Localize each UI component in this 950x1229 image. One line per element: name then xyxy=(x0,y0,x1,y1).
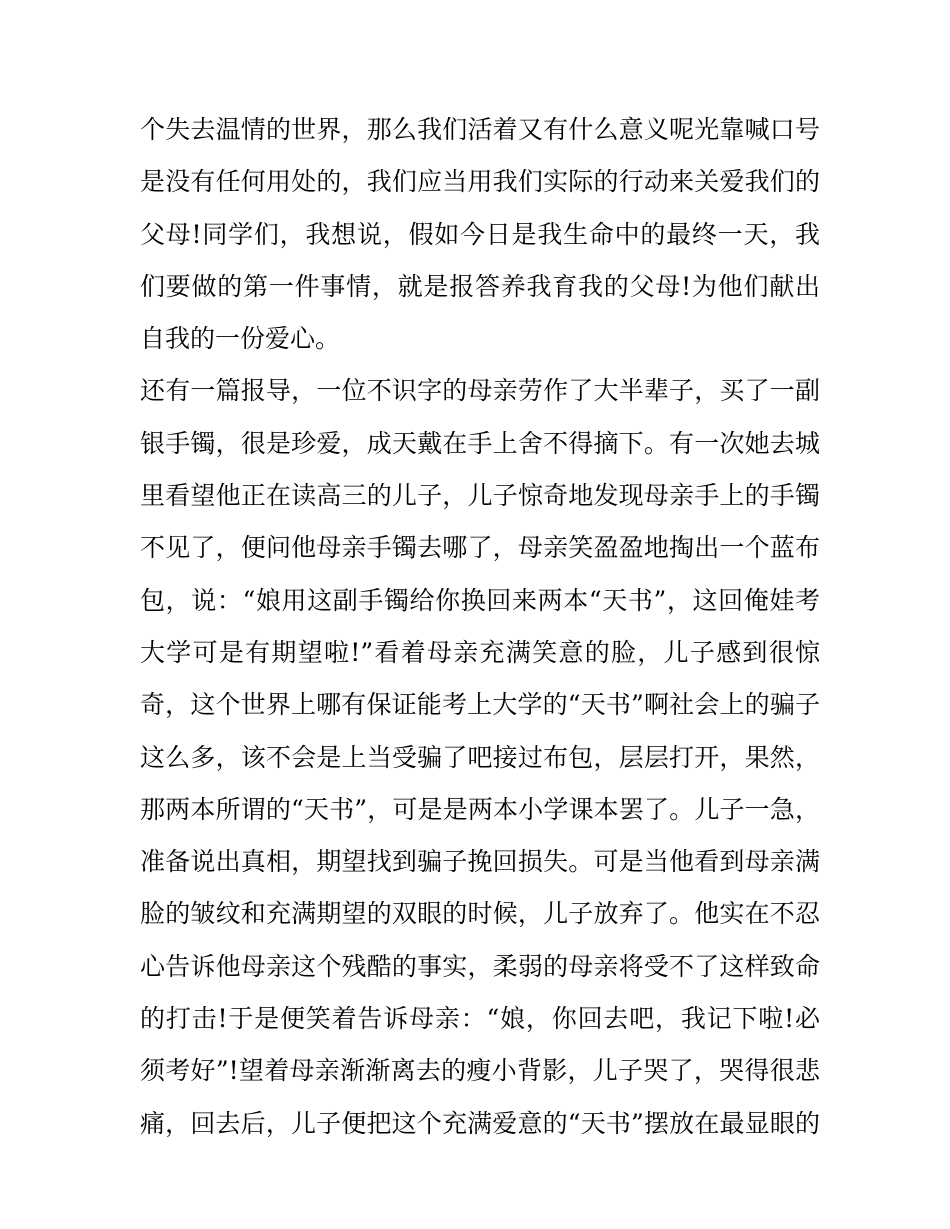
text-line: 包，说：“娘用这副手镯给你换回来两本“天书”，这回俺娃考 xyxy=(140,585,820,615)
text-line: 那两本所谓的“天书”，可是是两本小学课本罢了。儿子一急， xyxy=(140,794,820,824)
text-line: 痛，回去后，儿子便把这个充满爱意的“天书”摆放在最显眼的 xyxy=(140,1108,820,1138)
text-line: 大学可是有期望啦!”看着母亲充满笑意的脸，儿子感到很惊 xyxy=(140,637,820,667)
text-line: 须考好”!望着母亲渐渐离去的瘦小背影，儿子哭了，哭得很悲 xyxy=(140,1056,820,1086)
text-line: 脸的皱纹和充满期望的双眼的时候，儿子放弃了。他实在不忍 xyxy=(140,899,820,929)
text-line: 银手镯，很是珍爱，成天戴在手上舍不得摘下。有一次她去城 xyxy=(140,428,820,458)
text-line: 的打击!于是便笑着告诉母亲：“娘，你回去吧，我记下啦!必 xyxy=(140,1004,820,1034)
text-line: 自我的一份爱心。 xyxy=(140,324,341,354)
text-line: 准备说出真相，期望找到骗子挽回损失。可是当他看到母亲满 xyxy=(140,847,820,877)
body-text xyxy=(140,104,820,1150)
text-line: 父母!同学们，我想说，假如今日是我生命中的最终一天，我 xyxy=(140,219,820,249)
text-line: 是没有任何用处的，我们应当用我们实际的行动来关爱我们的 xyxy=(140,167,820,197)
text-line: 心告诉他母亲这个残酷的事实，柔弱的母亲将受不了这样致命 xyxy=(140,951,820,981)
text-line: 这么多，该不会是上当受骗了吧接过布包，层层打开，果然， xyxy=(140,742,820,772)
text-line: 不见了，便问他母亲手镯去哪了，母亲笑盈盈地掏出一个蓝布 xyxy=(140,533,820,563)
text-line: 们要做的第一件事情，就是报答养我育我的父母!为他们献出 xyxy=(140,271,820,301)
text-line: 奇，这个世界上哪有保证能考上大学的“天书”啊社会上的骗子 xyxy=(140,690,820,720)
text-line: 个失去温情的世界，那么我们活着又有什么意义呢光靠喊口号 xyxy=(140,115,820,144)
text-line: 里看望他正在读高三的儿子，儿子惊奇地发现母亲手上的手镯 xyxy=(140,481,820,511)
text-line: 还有一篇报导，一位不识字的母亲劳作了大半辈子，买了一副 xyxy=(140,376,820,406)
